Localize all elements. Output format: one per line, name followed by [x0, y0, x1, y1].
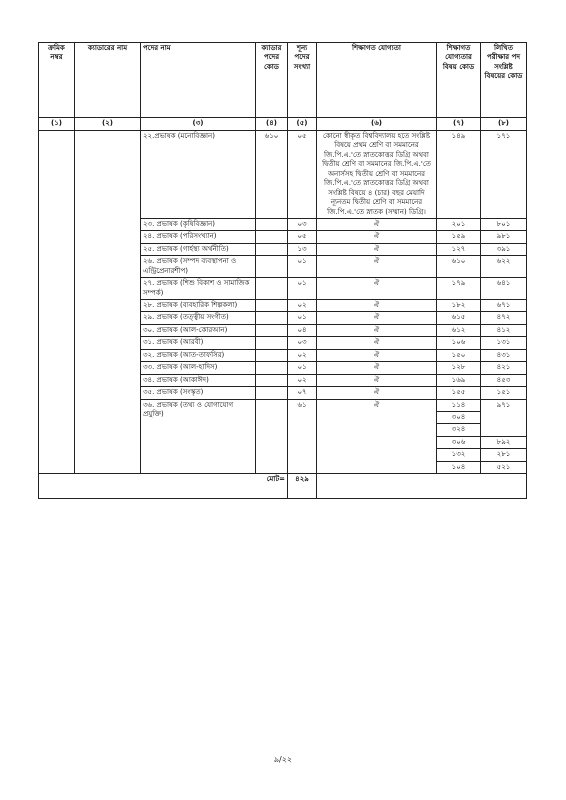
colnum: (৩) [141, 118, 256, 131]
header-cadre-code: ক্যাডার পদের কোড [256, 43, 288, 118]
colnum: (৪) [256, 118, 288, 131]
qualification: ঐ [317, 231, 437, 243]
cadre-code [256, 387, 288, 399]
post-name: ৩২. প্রভাষক (আত-তাফসির) [141, 349, 256, 361]
qualification: ঐ [317, 218, 437, 230]
exam-code: ৯৭১ [481, 399, 527, 436]
subject-code: ১১৪ [437, 399, 481, 411]
post-name: ২৫. প্রভাষক (গার্হস্থ্য অর্থনীতি) [141, 243, 256, 255]
post-name: ২৮. প্রভাষক (ব্যবহারিক শিল্পকলা) [141, 300, 256, 312]
subject-code: ১৫৯ [437, 231, 481, 243]
header-exam-code: লিখিত পরীক্ষার পদ সংশ্লিষ্ট বিষয়ের কোড [481, 43, 527, 118]
subject-code: ৬১০ [437, 256, 481, 278]
qualification: ঐ [317, 300, 437, 312]
exam-code: ১৭১ [481, 131, 527, 219]
cadre-code [256, 243, 288, 255]
vacancy-count: ৬১ [288, 399, 317, 474]
subject-code: ৬১৫ [437, 312, 481, 324]
qualification: ঐ [317, 278, 437, 300]
subject-code: ৩০৬ [437, 436, 481, 448]
vacancy-count: ০১ [288, 312, 317, 324]
colnum: (৬) [317, 118, 437, 131]
header-cadre-name: ক্যাডারের নাম [75, 43, 141, 118]
subject-code: ২০১ [437, 218, 481, 230]
vacancy-count: ০২ [288, 374, 317, 386]
subject-code: ১৫৫ [437, 387, 481, 399]
subject-code: ১০৪ [437, 461, 481, 473]
vacancy-count: ০২ [288, 300, 317, 312]
qualification: ঐ [317, 399, 437, 474]
cadre-code [256, 374, 288, 386]
cadre-code [256, 231, 288, 243]
subject-code: ১২৮ [437, 362, 481, 374]
colnum: (৮) [481, 118, 527, 131]
subject-code: ৬১২ [437, 324, 481, 336]
page-number: ৯/২২ [273, 755, 293, 764]
vacancy-count: ০৫ [288, 231, 317, 243]
cadre-posts-table [38, 42, 527, 499]
cadre-code [256, 300, 288, 312]
post-name: ২৭. প্রভাষক (শিশু বিকাশ ও সামাজিক সম্পর্ক) [141, 278, 256, 300]
cadre-name-cell [75, 131, 141, 474]
qualification: ঐ [317, 374, 437, 386]
header-qualification: শিক্ষাগত যোগ্যতা [317, 43, 437, 118]
vacancy-count: ০৩ [288, 218, 317, 230]
cadre-code [256, 278, 288, 300]
post-name: ৩৩. প্রভাষক (আল-হাদিস) [141, 362, 256, 374]
subject-code: ১৩২ [437, 449, 481, 461]
post-name: ৩৫. প্রভাষক (সংস্কৃত) [141, 387, 256, 399]
colnum: (২) [75, 118, 141, 131]
subject-code: ১৭৯ [437, 278, 481, 300]
header-serial: ক্রমিক নম্বর [39, 43, 75, 118]
exam-code: ৬৭১ [481, 300, 527, 312]
qualification: কোনো স্বীকৃত বিশ্ববিদ্যালয় হতে সংশ্লিষ্ট বিষয়ে প্রথম শ্রেণি বা সমমানের জি.পি.এ.'তে স্নাতকোত্তর ডিগ্রি অথবা দ্বিতীয় শ্রেণি বা সমমানের জি.পি.এ.'তে অনার্সসহ দ্বিতীয় শ্রেণি বা সমমানের জি.পি.এ.'তে স্নাতকোত্তর ডিগ্রি অথবা সংশ্লিষ্ট বিষয়ে ৪ (চার) বছর মেয়াদি ন্যূনতম দ্বিতীয় শ্রেণি বা সমমানের জি.পি.এ.'তে স্নাতক (সম্মান) ডিগ্রি। [317, 131, 437, 219]
qualification: ঐ [317, 337, 437, 349]
total-label: মোট= [39, 474, 288, 499]
subject-code: ৩২৪ [437, 424, 481, 436]
cadre-code [256, 256, 288, 278]
exam-code: ১৩১ [481, 337, 527, 349]
post-name: ৩০. প্রভাষক (আল-কোরআন) [141, 324, 256, 336]
colnum: (৫) [288, 118, 317, 131]
total-row [39, 474, 527, 499]
colnum: (১) [39, 118, 75, 131]
header-subject-code: শিক্ষাগত যোগ্যতার বিষয় কোড [437, 43, 481, 118]
vacancy-count: ০১ [288, 362, 317, 374]
post-name: ২৩. প্রভাষক (কৃষিবিজ্ঞান) [141, 218, 256, 230]
post-name: ৩৪. প্রভাষক (আকাঈদ) [141, 374, 256, 386]
qualification: ঐ [317, 243, 437, 255]
vacancy-count: ০১ [288, 278, 317, 300]
qualification: ঐ [317, 387, 437, 399]
header-row [39, 43, 527, 118]
vacancy-count: ০৫ [288, 131, 317, 219]
cadre-code [256, 312, 288, 324]
column-number-row [39, 118, 527, 131]
table-row [39, 131, 527, 219]
subject-code: ৩০৪ [437, 411, 481, 423]
cadre-code [256, 399, 288, 474]
exam-code: ৫২১ [481, 461, 527, 473]
subject-code: ১২৭ [437, 243, 481, 255]
subject-code: ১৪৯ [437, 131, 481, 219]
exam-code: ৪৫৩ [481, 374, 527, 386]
vacancy-count: ১৩ [288, 243, 317, 255]
post-name: ২৪. প্রভাষক (পরিসংখ্যান) [141, 231, 256, 243]
exam-code: ৪৩১ [481, 349, 527, 361]
exam-code: ৬৪১ [481, 278, 527, 300]
vacancy-count: ০৩ [288, 337, 317, 349]
total-value: ৪২৯ [288, 474, 317, 499]
post-name: ২৯. প্রভাষক (তত্ত্বীয় সংগীত) [141, 312, 256, 324]
cadre-code [256, 218, 288, 230]
qualification: ঐ [317, 349, 437, 361]
vacancy-count: ০১ [288, 256, 317, 278]
qualification: ঐ [317, 256, 437, 278]
vacancy-count: ০২ [288, 349, 317, 361]
colnum: (৭) [437, 118, 481, 131]
subject-code: ১০৬ [437, 337, 481, 349]
header-vacancy: শূন্য পদের সংখ্যা [288, 43, 317, 118]
exam-code: ২৮১ [481, 449, 527, 461]
cadre-code [256, 362, 288, 374]
subject-code: ১৮২ [437, 300, 481, 312]
qualification: ঐ [317, 324, 437, 336]
qualification: ঐ [317, 362, 437, 374]
exam-code: ৯৮১ [481, 231, 527, 243]
exam-code: ৪২১ [481, 362, 527, 374]
exam-code: ১৫১ [481, 387, 527, 399]
post-name: ৩৬. প্রভাষক (তথ্য ও যোগাযোগ প্রযুক্তি) [141, 399, 256, 474]
subject-code: ১৫০ [437, 349, 481, 361]
post-name: ৩১. প্রভাষক (আরবী) [141, 337, 256, 349]
exam-code: ৩৯১ [481, 243, 527, 255]
vacancy-count: ০৭ [288, 387, 317, 399]
cadre-code [256, 349, 288, 361]
exam-code: ৪৭২ [481, 312, 527, 324]
total-empty [317, 474, 527, 499]
exam-code: ৮৯২ [481, 436, 527, 448]
cadre-code: ৬১০ [256, 131, 288, 219]
vacancy-count: ০৪ [288, 324, 317, 336]
exam-code: ৬২২ [481, 256, 527, 278]
post-name: ২৬. প্রভাষক (সম্পদ ব্যবস্থাপনা ও এন্ট্রিপ্রেনারশীপ) [141, 256, 256, 278]
qualification: ঐ [317, 312, 437, 324]
header-post-name: পদের নাম [141, 43, 256, 118]
exam-code: ৪১২ [481, 324, 527, 336]
serial-cell [39, 131, 75, 474]
post-name: ২২.প্রভাষক (মনোবিজ্ঞান) [141, 131, 256, 219]
cadre-code [256, 324, 288, 336]
subject-code: ১৬৯ [437, 374, 481, 386]
cadre-code [256, 337, 288, 349]
exam-code: ৮০১ [481, 218, 527, 230]
